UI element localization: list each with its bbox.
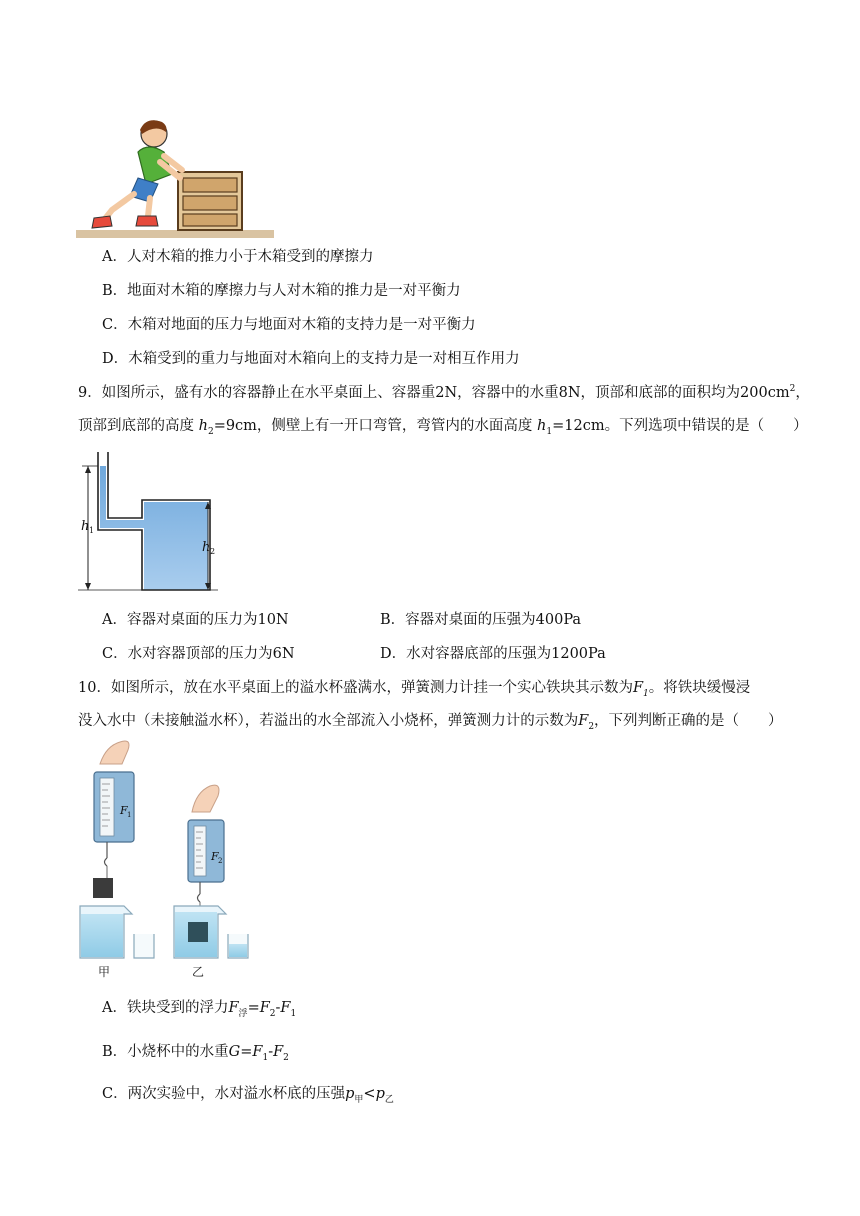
label-yi: 乙 bbox=[192, 965, 205, 978]
q10-stem-line2: 没入水中（未接触溢水杯），若溢出的水全部流入小烧杯，弹簧测力计的示数为$F_2$，下列判断正确的是（ ） bbox=[78, 713, 783, 732]
q9-stem-line1: 9．如图所示，盛有水的容器静止在水平桌面上、容器重2N，容器中的水重8N，顶部和底部的面积均为$200cm^2$， bbox=[78, 384, 810, 401]
overflow-cup-left bbox=[80, 906, 132, 958]
q8-option-c: C．木箱对地面的压力与地面对木箱的支持力是一对平衡力 bbox=[102, 317, 476, 333]
f2-label: F bbox=[211, 850, 219, 863]
water bbox=[100, 466, 211, 590]
label-jia: 甲 bbox=[98, 965, 111, 978]
q8-option-b: B．地面对木箱的摩擦力与人对木箱的推力是一对平衡力 bbox=[102, 283, 461, 299]
spring-scale-left bbox=[94, 772, 134, 878]
hand-left bbox=[100, 741, 129, 764]
f1-label: F bbox=[120, 804, 128, 817]
iron-block-right bbox=[188, 922, 208, 942]
f1-label-sub: 1 bbox=[127, 811, 132, 819]
h1-label-sub: 1 bbox=[89, 526, 95, 535]
spring-scale-experiment-figure bbox=[76, 736, 266, 978]
container-with-bent-tube-figure bbox=[78, 448, 228, 596]
small-beaker-left bbox=[134, 934, 154, 958]
q10-option-c: C．两次实验中，水对溢水杯底的压强$p_甲<p_乙$ bbox=[102, 1086, 394, 1105]
hand-right bbox=[192, 785, 219, 812]
boy-pushing-box-figure bbox=[76, 112, 276, 240]
q9-option-d: D．水对容器底部的压强为1200Pa bbox=[380, 646, 606, 662]
q9-option-a: A．容器对桌面的压力为10N bbox=[102, 612, 289, 628]
ground bbox=[76, 230, 274, 238]
q9-option-b: B．容器对桌面的压强为400Pa bbox=[380, 612, 582, 628]
h1-label: h bbox=[81, 519, 90, 534]
q10-option-a: A．铁块受到的浮力$F_浮=F_2-F_1$ bbox=[102, 1000, 297, 1019]
q10-stem-line1: 10．如图所示，放在水平桌面上的溢水杯盛满水，弹簧测力计挂一个实心铁块其示数为$F_1$。将铁块缓慢浸 bbox=[78, 680, 751, 699]
q8-option-d: D．木箱受到的重力与地面对木箱向上的支持力是一对相互作用力 bbox=[102, 351, 520, 367]
h2-label: h bbox=[202, 540, 211, 555]
overflow-cup-right bbox=[174, 906, 226, 958]
h2-label-sub: 2 bbox=[210, 547, 216, 556]
wooden-crate bbox=[178, 172, 242, 230]
boy bbox=[92, 120, 182, 228]
iron-block-left bbox=[93, 878, 113, 898]
q9-stem-line2: 顶部到底部的高度 $h_2=9cm$，侧壁上有一开口弯管，弯管内的水面高度 $h_1=12cm$。下列选项中错误的是（ ） bbox=[78, 418, 808, 437]
f2-label-sub: 2 bbox=[218, 857, 223, 865]
q10-option-b: B．小烧杯中的水重$G=F_1-F_2$ bbox=[102, 1044, 289, 1063]
spring-scale-right bbox=[188, 820, 224, 920]
small-beaker-right bbox=[228, 934, 248, 958]
q8-option-a: A．人对木箱的推力小于木箱受到的摩擦力 bbox=[102, 249, 374, 265]
q9-option-c: C．水对容器顶部的压力为6N bbox=[102, 646, 295, 662]
